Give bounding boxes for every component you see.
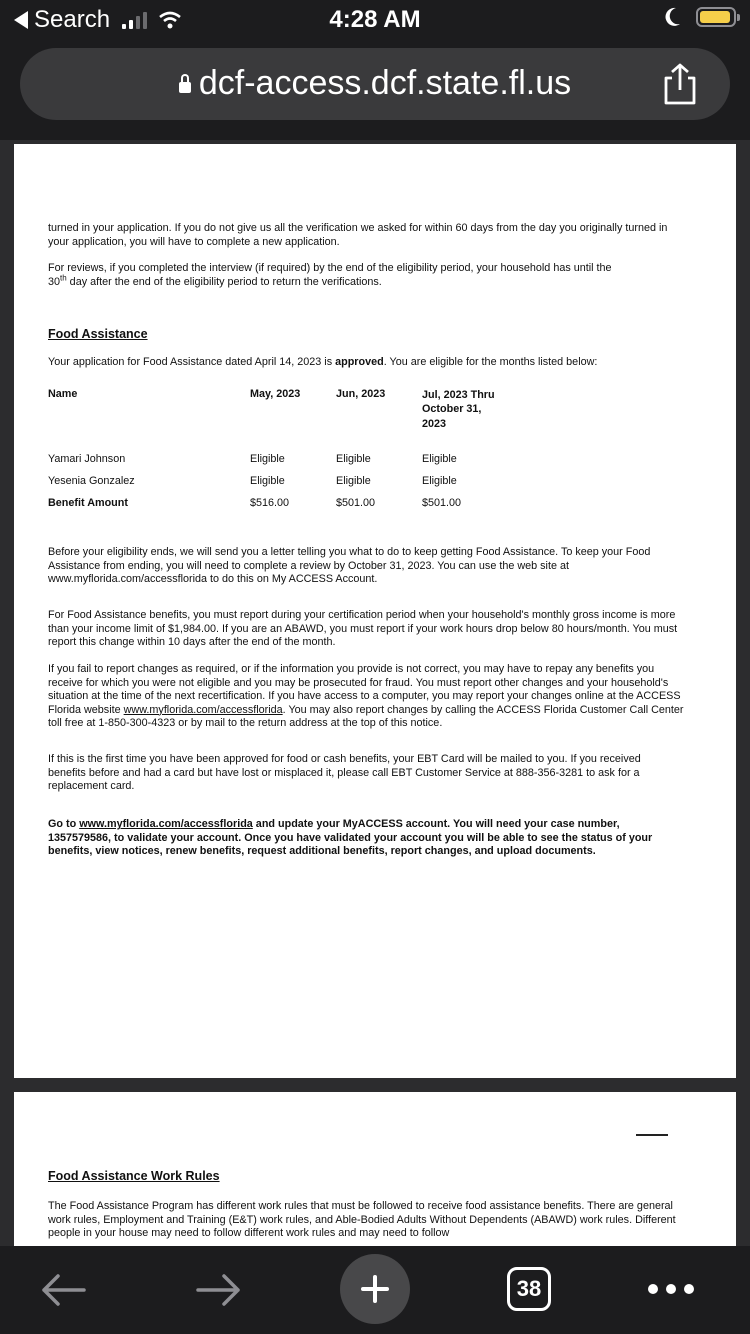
pdf-viewer[interactable]	[0, 140, 750, 1246]
goto-text: Go to	[48, 818, 80, 830]
reviews-day-number: 30	[48, 275, 61, 288]
table-cell: Eligible	[250, 475, 285, 487]
table-cell-name-2: Yesenia Gonzalez	[48, 475, 135, 487]
paragraph-reviews	[48, 262, 678, 289]
status-bar	[0, 0, 750, 40]
url-text	[20, 64, 730, 103]
share-icon[interactable]	[660, 62, 700, 106]
plus-icon[interactable]	[340, 1254, 410, 1324]
forward-arrow-icon[interactable]	[196, 1272, 242, 1308]
more-icon[interactable]	[648, 1284, 694, 1294]
food-assistance-heading: Food Assistance	[48, 327, 148, 341]
paragraph-verification: turned in your application. If you do not give us all the verification we asked for within 60 days from the day you originally turned in your application, you will have to complete a new application.	[48, 222, 668, 248]
approval-text-end: . You are eligible for the months listed below:	[383, 356, 598, 368]
accessflorida-link[interactable]: www.myflorida.com/accessflorida	[123, 703, 283, 716]
table-cell: Eligible	[422, 475, 457, 487]
paragraph-myaccess	[48, 818, 673, 859]
approval-sentence	[48, 356, 698, 370]
paragraph-reporting: For Food Assistance benefits, you must report during your certification period when your household's monthly gross income is more than your income limit of $1,984.00. If you are an ABAWD, you must report if your work hours drop below 80 hours/month. You must report this change within 10 days after the end of the month.	[48, 609, 678, 648]
table-header-name: Name	[48, 388, 78, 400]
table-cell: Eligible	[336, 475, 371, 487]
fail-text-end: . You may also report changes by calling the ACCESS Florida Customer Call Center toll free at 1-850-300-4323 or by mail to the return address at the top of this notice.	[48, 703, 684, 729]
back-label: Search	[34, 6, 111, 33]
document-page-1	[14, 144, 736, 1078]
table-benefit-jul: $501.00	[422, 497, 462, 509]
tabs-icon[interactable]: 38	[507, 1267, 551, 1311]
clock: 4:28 AM	[329, 6, 421, 33]
table-benefit-jun: $501.00	[336, 497, 376, 509]
table-benefit-may: $516.00	[250, 497, 290, 509]
url-label: dcf-access.dcf.state.fl.us	[198, 64, 572, 102]
document-page-2	[14, 1092, 736, 1246]
address-bar[interactable]	[20, 48, 730, 120]
table-header-jul: Jul, 2023 Thru October 31, 2023	[422, 389, 495, 430]
battery-icon	[696, 7, 736, 27]
back-arrow-icon[interactable]	[40, 1272, 86, 1308]
fail-text: If you fail to report changes as required, or if the information you provide is not correct, you may have to repay any benefits you receive for which you were not eligible and you may be prosecuted for fraud. You must report other changes and your household's situation at the time of the next recertification. If you have access to a computer, you may report your changes online at the ACCESS Florida website	[48, 663, 681, 716]
table-cell: Eligible	[336, 453, 371, 465]
work-rules-heading: Food Assistance Work Rules	[48, 1169, 220, 1183]
table-cell: Eligible	[422, 453, 457, 465]
browser-toolbar	[0, 1246, 750, 1334]
lock-icon	[179, 82, 191, 93]
approved-word: approved	[335, 356, 384, 368]
approval-text: Your application for Food Assistance dated April 14, 2023 is	[48, 356, 336, 368]
table-benefit-label: Benefit Amount	[48, 497, 128, 509]
paragraph-fail-to-report	[48, 663, 688, 731]
reviews-line-2: day after the end of the eligibility period to return the verifications.	[66, 275, 382, 288]
table-cell-name-1: Yamari Johnson	[48, 453, 126, 465]
paragraph-ebt: If this is the first time you have been approved for food or cash benefits, your EBT Card will be mailed to you. If you received benefits before and had a card but have lost or misplaced it, please call EBT Customer Service at 888-356-3281 to ask for a replacement card.	[48, 753, 641, 792]
reviews-day-suffix: th	[60, 272, 67, 282]
table-header-jun: Jun, 2023	[336, 388, 386, 400]
table-cell: Eligible	[250, 453, 285, 465]
page-dash-mark	[636, 1134, 668, 1136]
moon-icon	[662, 6, 682, 28]
reviews-line-1: For reviews, if you completed the interview (if required) by the end of the eligibility period, your household has until the	[48, 262, 612, 274]
paragraph-renewal: Before your eligibility ends, we will send you a letter telling you what to do to keep getting Food Assistance. To keep your Food Assistance from ending, you will need to complete a review by October 31, 2023. You can use the web site at www.myflorida.com/accessflorida to do this on My ACCESS Account.	[48, 546, 651, 585]
goto-text-end: and update your MyACCESS account. You will need your case number, 1357579586, to validate your account. Once you have validated your account you will be able to see the status of your benefits, view notices, renew benefits, request additional benefits, report changes, and upload documents.	[48, 818, 653, 857]
table-header-may: May, 2023	[250, 388, 301, 400]
myaccess-link[interactable]: www.myflorida.com/accessflorida	[79, 818, 253, 830]
paragraph-work-rules: The Food Assistance Program has different work rules that must be followed to receive food assistance benefits. There are general work rules, Employment and Training (E&T) work rules, and Able-Bodied Adults Without Dependents (ABAWD) work rules. Different people in your house may need to follow different work rules and may need to follow	[48, 1200, 676, 1239]
